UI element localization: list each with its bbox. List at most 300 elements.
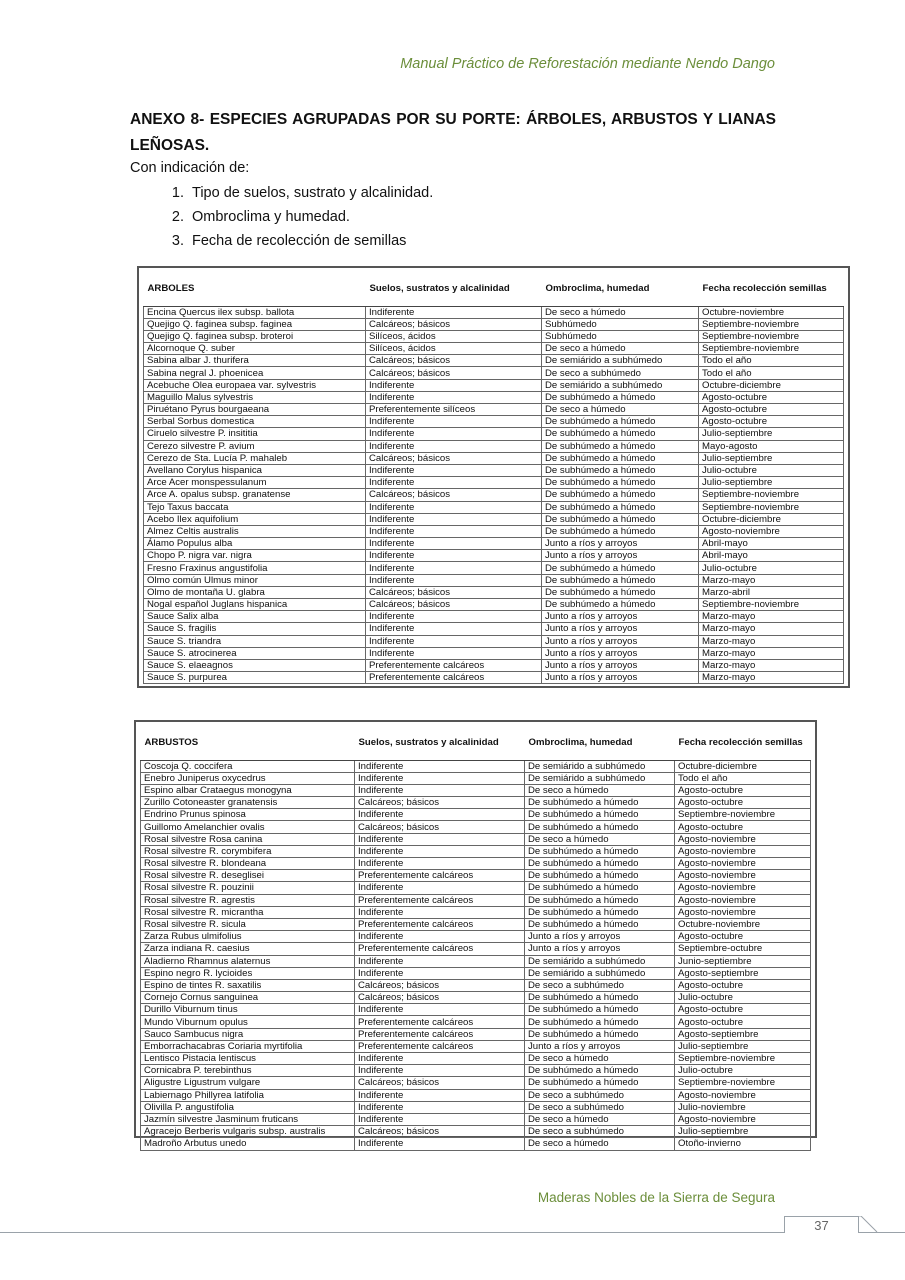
- table-cell: Junto a ríos y arroyos: [542, 623, 699, 635]
- table-cell: De seco a subhúmedo: [525, 1089, 675, 1101]
- table-cell: De subhúmedo a húmedo: [542, 428, 699, 440]
- table-cell: Agosto-octubre: [675, 821, 811, 833]
- table-row: [144, 562, 844, 574]
- table-row: [141, 882, 811, 894]
- list-number: 3.: [171, 233, 184, 249]
- table-cell: De subhúmedo a húmedo: [525, 858, 675, 870]
- species-cell: Rosal silvestre R. agrestis: [141, 894, 355, 906]
- table-cell: De subhúmedo a húmedo: [542, 440, 699, 452]
- table-cell: Marzo-mayo: [699, 574, 844, 586]
- table-row: [141, 1053, 811, 1065]
- table-cell: Junto a ríos y arroyos: [542, 538, 699, 550]
- table-row: [144, 477, 844, 489]
- table-cell: Julio-octubre: [675, 992, 811, 1004]
- table-cell: Julio-septiembre: [699, 428, 844, 440]
- table-cell: Indiferente: [366, 525, 542, 537]
- table-cell: Junto a ríos y arroyos: [542, 647, 699, 659]
- table-cell: Marzo-mayo: [699, 672, 844, 684]
- species-cell: Rosal silvestre Rosa canina: [141, 833, 355, 845]
- table-cell: Indiferente: [366, 379, 542, 391]
- table-cell: De subhúmedo a húmedo: [525, 845, 675, 857]
- table-cell: Junto a ríos y arroyos: [525, 931, 675, 943]
- table-cell: Preferentemente calcáreos: [355, 918, 525, 930]
- species-cell: Enebro Juniperus oxycedrus: [141, 772, 355, 784]
- table-cell: Preferentemente calcáreos: [355, 943, 525, 955]
- table-cell: De subhúmedo a húmedo: [525, 797, 675, 809]
- table-cell: Calcáreos; básicos: [366, 599, 542, 611]
- table-cell: Todo el año: [699, 355, 844, 367]
- table-cell: Preferentemente calcáreos: [366, 672, 542, 684]
- species-cell: Espino negro R. lycioides: [141, 967, 355, 979]
- column-header: Fecha recolección semillas: [699, 272, 844, 306]
- table-cell: Calcáreos; básicos: [355, 1126, 525, 1138]
- column-header: Suelos, sustratos y alcalinidad: [355, 726, 525, 760]
- table-cell: Marzo-mayo: [699, 635, 844, 647]
- table-cell: Indiferente: [366, 574, 542, 586]
- table-cell: De subhúmedo a húmedo: [542, 562, 699, 574]
- table-cell: Abril-mayo: [699, 538, 844, 550]
- table-cell: De subhúmedo a húmedo: [542, 513, 699, 525]
- table-cell: Otoño-invierno: [675, 1138, 811, 1150]
- table-cell: De seco a húmedo: [525, 1053, 675, 1065]
- species-cell: Rosal silvestre R. micrantha: [141, 906, 355, 918]
- table-cell: Mayo-agosto: [699, 440, 844, 452]
- table-cell: Indiferente: [355, 784, 525, 796]
- table-cell: De seco a húmedo: [525, 1138, 675, 1150]
- table-cell: De semiárido a subhúmedo: [525, 772, 675, 784]
- species-cell: Endrino Prunus spinosa: [141, 809, 355, 821]
- footer-title: Maderas Nobles de la Sierra de Segura: [537, 1190, 775, 1205]
- table-cell: Calcáreos; básicos: [366, 367, 542, 379]
- footer-rule: [0, 1232, 905, 1233]
- table-row: [144, 672, 844, 684]
- species-cell: Rosal silvestre R. corymbifera: [141, 845, 355, 857]
- table-row: [141, 992, 811, 1004]
- table-row: [144, 525, 844, 537]
- species-cell: Encina Quercus ilex subsp. ballota: [144, 306, 366, 318]
- table-cell: De subhúmedo a húmedo: [525, 894, 675, 906]
- species-cell: Fresno Fraxinus angustifolia: [144, 562, 366, 574]
- table-cell: Agosto-noviembre: [675, 882, 811, 894]
- species-cell: Emborrachacabras Coriaria myrtifolia: [141, 1040, 355, 1052]
- table-cell: De subhúmedo a húmedo: [542, 489, 699, 501]
- species-cell: Álamo Populus alba: [144, 538, 366, 550]
- table-cell: De seco a húmedo: [525, 833, 675, 845]
- table-row: [144, 623, 844, 635]
- table-row: [141, 858, 811, 870]
- table-row: [141, 797, 811, 809]
- table-cell: Indiferente: [355, 833, 525, 845]
- species-cell: Espino de tintes R. saxatilis: [141, 979, 355, 991]
- table-cell: De subhúmedo a húmedo: [525, 809, 675, 821]
- species-cell: Acebo Ilex aquifolium: [144, 513, 366, 525]
- table-cell: Julio-octubre: [699, 464, 844, 476]
- table-cell: De seco a subhúmedo: [525, 979, 675, 991]
- table-cell: Septiembre-noviembre: [699, 501, 844, 513]
- table-row: [144, 501, 844, 513]
- list-text: Tipo de suelos, sustrato y alcalinidad.: [192, 185, 434, 201]
- species-cell: Arce A. opalus subsp. granatense: [144, 489, 366, 501]
- table-cell: Indiferente: [355, 809, 525, 821]
- arbustos-table-scan: [134, 720, 817, 1150]
- species-cell: Zurillo Cotoneaster granatensis: [141, 797, 355, 809]
- table-cell: Julio-octubre: [699, 562, 844, 574]
- table-cell: Agosto-septiembre: [675, 1028, 811, 1040]
- table-cell: Indiferente: [366, 416, 542, 428]
- table-cell: De seco a húmedo: [542, 306, 699, 318]
- table-cell: Indiferente: [355, 1053, 525, 1065]
- table-cell: Octubre-diciembre: [699, 513, 844, 525]
- table-row: [144, 550, 844, 562]
- criteria-list: [150, 182, 433, 254]
- table-row: [141, 1040, 811, 1052]
- table-cell: Septiembre-noviembre: [675, 809, 811, 821]
- table-cell: De subhúmedo a húmedo: [525, 1028, 675, 1040]
- page-number: 37: [784, 1216, 859, 1233]
- table-row: [144, 440, 844, 452]
- table-cell: De seco a húmedo: [525, 1113, 675, 1125]
- table-row: [144, 489, 844, 501]
- table-cell: Indiferente: [366, 306, 542, 318]
- table-cell: De seco a subhúmedo: [525, 1101, 675, 1113]
- table-row: [141, 1101, 811, 1113]
- table-cell: Marzo-mayo: [699, 659, 844, 671]
- table-cell: Preferentemente calcáreos: [355, 1028, 525, 1040]
- species-cell: Cornejo Cornus sanguinea: [141, 992, 355, 1004]
- table-cell: Agosto-octubre: [675, 1004, 811, 1016]
- table-cell: Indiferente: [355, 1089, 525, 1101]
- species-cell: Sabina negral J. phoenicea: [144, 367, 366, 379]
- table-row: [141, 955, 811, 967]
- table-row: [144, 586, 844, 598]
- table-cell: Indiferente: [366, 623, 542, 635]
- table-row: [144, 647, 844, 659]
- table-cell: Indiferente: [355, 845, 525, 857]
- table-cell: De subhúmedo a húmedo: [542, 477, 699, 489]
- table-row: [141, 1028, 811, 1040]
- table-cell: Subhúmedo: [542, 318, 699, 330]
- table-cell: Junto a ríos y arroyos: [542, 635, 699, 647]
- table-cell: De subhúmedo a húmedo: [525, 821, 675, 833]
- species-cell: Sauco Sambucus nigra: [141, 1028, 355, 1040]
- table-cell: Agosto-noviembre: [675, 858, 811, 870]
- table-row: [144, 318, 844, 330]
- table-row: [144, 404, 844, 416]
- table-cell: Agosto-octubre: [675, 797, 811, 809]
- table-cell: De subhúmedo a húmedo: [525, 1065, 675, 1077]
- table-row: [141, 821, 811, 833]
- table-cell: Junto a ríos y arroyos: [525, 1040, 675, 1052]
- species-cell: Guillomo Amelanchier ovalis: [141, 821, 355, 833]
- table-row: [141, 809, 811, 821]
- table-cell: Marzo-mayo: [699, 623, 844, 635]
- table-cell: Septiembre-noviembre: [675, 1053, 811, 1065]
- table-cell: Agosto-noviembre: [675, 833, 811, 845]
- species-cell: Sauce S. atrocinerea: [144, 647, 366, 659]
- table-cell: Agosto-noviembre: [699, 525, 844, 537]
- species-cell: Piruétano Pyrus bourgaeana: [144, 404, 366, 416]
- column-header: Fecha recolección semillas: [675, 726, 811, 760]
- table-row: [141, 784, 811, 796]
- table-row: [144, 367, 844, 379]
- table-row: [141, 1065, 811, 1077]
- column-header: ARBOLES: [144, 272, 366, 306]
- list-number: 1.: [171, 185, 184, 201]
- table-cell: De subhúmedo a húmedo: [525, 1077, 675, 1089]
- species-cell: Acebuche Olea europaea var. sylvestris: [144, 379, 366, 391]
- table-row: [144, 599, 844, 611]
- table-cell: De semiárido a subhúmedo: [525, 967, 675, 979]
- table-cell: De subhúmedo a húmedo: [525, 918, 675, 930]
- species-cell: Rosal silvestre R. sicula: [141, 918, 355, 930]
- species-cell: Espino albar Crataegus monogyna: [141, 784, 355, 796]
- table-row: [141, 1089, 811, 1101]
- table-cell: Junto a ríos y arroyos: [542, 611, 699, 623]
- table-cell: De subhúmedo a húmedo: [542, 452, 699, 464]
- table-row: [144, 306, 844, 318]
- table-cell: Marzo-mayo: [699, 611, 844, 623]
- table-cell: Septiembre-noviembre: [699, 599, 844, 611]
- table-cell: Indiferente: [366, 611, 542, 623]
- table-cell: Octubre-diciembre: [699, 379, 844, 391]
- species-cell: Sauce S. elaeagnos: [144, 659, 366, 671]
- table-cell: Septiembre-noviembre: [699, 489, 844, 501]
- table-cell: Silíceos, ácidos: [366, 343, 542, 355]
- species-cell: Olivilla P. angustifolia: [141, 1101, 355, 1113]
- table-cell: Calcáreos; básicos: [355, 797, 525, 809]
- species-cell: Alcornoque Q. suber: [144, 343, 366, 355]
- table-cell: De seco a húmedo: [542, 343, 699, 355]
- table-row: [141, 1077, 811, 1089]
- table-row: [141, 918, 811, 930]
- table-cell: Octubre-diciembre: [675, 760, 811, 772]
- species-cell: Sauce S. fragilis: [144, 623, 366, 635]
- species-cell: Labiernago Phillyrea latifolia: [141, 1089, 355, 1101]
- table-cell: Indiferente: [355, 931, 525, 943]
- species-cell: Mundo Viburnum opulus: [141, 1016, 355, 1028]
- arbustos-table: [140, 726, 811, 1151]
- table-cell: Septiembre-noviembre: [699, 318, 844, 330]
- table-row: [144, 343, 844, 355]
- table-row: [144, 452, 844, 464]
- table-cell: Indiferente: [366, 562, 542, 574]
- species-cell: Cerezo silvestre P. avium: [144, 440, 366, 452]
- table-cell: Indiferente: [366, 391, 542, 403]
- species-cell: Cerezo de Sta. Lucía P. mahaleb: [144, 452, 366, 464]
- table-cell: Agosto-octubre: [675, 931, 811, 943]
- species-cell: Cornicabra P. terebinthus: [141, 1065, 355, 1077]
- table-cell: Septiembre-octubre: [675, 943, 811, 955]
- arboles-table-scan: [137, 266, 850, 688]
- table-cell: Junto a ríos y arroyos: [525, 943, 675, 955]
- table-cell: Todo el año: [675, 772, 811, 784]
- table-cell: Indiferente: [355, 1138, 525, 1150]
- list-number: 2.: [171, 209, 184, 225]
- species-cell: Nogal español Juglans hispanica: [144, 599, 366, 611]
- table-cell: De subhúmedo a húmedo: [542, 501, 699, 513]
- species-cell: Tejo Taxus baccata: [144, 501, 366, 513]
- table-row: [141, 906, 811, 918]
- table-cell: De seco a húmedo: [525, 784, 675, 796]
- table-cell: Preferentemente calcáreos: [355, 894, 525, 906]
- table-cell: Calcáreos; básicos: [355, 821, 525, 833]
- table-cell: Agosto-octubre: [699, 391, 844, 403]
- table-cell: Indiferente: [355, 760, 525, 772]
- table-cell: De subhúmedo a húmedo: [542, 586, 699, 598]
- table-cell: Julio-septiembre: [699, 477, 844, 489]
- table-cell: De seco a subhúmedo: [525, 1126, 675, 1138]
- table-cell: Septiembre-noviembre: [699, 330, 844, 342]
- table-cell: Indiferente: [366, 440, 542, 452]
- table-cell: Indiferente: [355, 955, 525, 967]
- species-cell: Sauce S. triandra: [144, 635, 366, 647]
- species-cell: Rosal silvestre R. blondeana: [141, 858, 355, 870]
- table-row: [144, 611, 844, 623]
- table-cell: De subhúmedo a húmedo: [525, 1004, 675, 1016]
- table-cell: Indiferente: [366, 635, 542, 647]
- list-item: [150, 182, 433, 206]
- table-row: [144, 428, 844, 440]
- table-cell: De semiárido a subhúmedo: [542, 379, 699, 391]
- table-row: [141, 845, 811, 857]
- table-cell: Calcáreos; básicos: [355, 1077, 525, 1089]
- list-item: [150, 230, 433, 254]
- table-cell: De subhúmedo a húmedo: [525, 870, 675, 882]
- table-cell: Indiferente: [355, 1101, 525, 1113]
- table-row: [144, 513, 844, 525]
- species-cell: Zarza Rubus ulmifolius: [141, 931, 355, 943]
- species-cell: Zarza indiana R. caesius: [141, 943, 355, 955]
- table-row: [144, 659, 844, 671]
- running-header: Manual Práctico de Reforestación mediante Nendo Dango: [400, 56, 775, 72]
- table-cell: Calcáreos; básicos: [366, 452, 542, 464]
- table-cell: Julio-septiembre: [699, 452, 844, 464]
- species-cell: Aladierno Rhamnus alaternus: [141, 955, 355, 967]
- table-cell: De semiárido a subhúmedo: [525, 760, 675, 772]
- table-cell: Indiferente: [355, 906, 525, 918]
- table-cell: De semiárido a subhúmedo: [542, 355, 699, 367]
- table-cell: Calcáreos; básicos: [366, 318, 542, 330]
- table-cell: De subhúmedo a húmedo: [542, 525, 699, 537]
- page-corner-decoration: [857, 1216, 905, 1232]
- table-cell: Junto a ríos y arroyos: [542, 672, 699, 684]
- table-cell: Indiferente: [355, 858, 525, 870]
- table-cell: Abril-mayo: [699, 550, 844, 562]
- table-cell: Indiferente: [355, 882, 525, 894]
- table-cell: Todo el año: [699, 367, 844, 379]
- table-cell: Calcáreos; básicos: [355, 979, 525, 991]
- table-row: [141, 931, 811, 943]
- table-cell: Marzo-abril: [699, 586, 844, 598]
- species-cell: Ciruelo silvestre P. insititia: [144, 428, 366, 440]
- table-cell: Calcáreos; básicos: [366, 489, 542, 501]
- table-cell: De semiárido a subhúmedo: [525, 955, 675, 967]
- species-cell: Quejigo Q. faginea subsp. faginea: [144, 318, 366, 330]
- column-header: Ombroclima, humedad: [525, 726, 675, 760]
- table-row: [141, 772, 811, 784]
- table-cell: Calcáreos; básicos: [366, 355, 542, 367]
- table-cell: Agosto-octubre: [675, 979, 811, 991]
- table-cell: Agosto-noviembre: [675, 1113, 811, 1125]
- table-row: [144, 391, 844, 403]
- table-row: [141, 1126, 811, 1138]
- species-cell: Serbal Sorbus domestica: [144, 416, 366, 428]
- table-row: [144, 379, 844, 391]
- table-cell: Indiferente: [366, 550, 542, 562]
- table-row: [141, 1138, 811, 1150]
- table-cell: Indiferente: [366, 538, 542, 550]
- table-cell: Indiferente: [355, 1065, 525, 1077]
- table-row: [141, 967, 811, 979]
- table-cell: Preferentemente silíceos: [366, 404, 542, 416]
- section-title: ANEXO 8- ESPECIES AGRUPADAS POR SU PORTE: ÁRBOLES, ARBUSTOS Y LIANAS LEÑOSAS.: [130, 111, 776, 154]
- table-cell: De seco a húmedo: [542, 404, 699, 416]
- species-cell: Rosal silvestre R. pouzinii: [141, 882, 355, 894]
- species-cell: Agracejo Berberis vulgaris subsp. australis: [141, 1126, 355, 1138]
- table-row: [144, 416, 844, 428]
- table-row: [144, 330, 844, 342]
- table-cell: Indiferente: [355, 1113, 525, 1125]
- table-cell: Septiembre-noviembre: [699, 343, 844, 355]
- table-cell: Julio-septiembre: [675, 1126, 811, 1138]
- arboles-table: [143, 272, 844, 684]
- table-row: [144, 574, 844, 586]
- table-cell: Agosto-noviembre: [675, 845, 811, 857]
- table-cell: Indiferente: [366, 501, 542, 513]
- table-row: [144, 538, 844, 550]
- table-cell: De subhúmedo a húmedo: [525, 906, 675, 918]
- table-row: [141, 1004, 811, 1016]
- table-cell: Agosto-noviembre: [675, 894, 811, 906]
- list-text: Fecha de recolección de semillas: [192, 233, 407, 249]
- table-cell: Subhúmedo: [542, 330, 699, 342]
- table-cell: Julio-septiembre: [675, 1040, 811, 1052]
- species-cell: Avellano Corylus hispanica: [144, 464, 366, 476]
- table-cell: De subhúmedo a húmedo: [542, 464, 699, 476]
- table-cell: Indiferente: [366, 513, 542, 525]
- table-row: [141, 1113, 811, 1125]
- table-cell: Indiferente: [366, 647, 542, 659]
- species-cell: Sauce S. purpurea: [144, 672, 366, 684]
- table-cell: Septiembre-noviembre: [675, 1077, 811, 1089]
- table-cell: Agosto-octubre: [699, 404, 844, 416]
- species-cell: Quejigo Q. faginea subsp. broteroi: [144, 330, 366, 342]
- table-cell: De seco a subhúmedo: [542, 367, 699, 379]
- table-cell: Preferentemente calcáreos: [355, 1016, 525, 1028]
- table-row: [141, 943, 811, 955]
- table-row: [144, 464, 844, 476]
- table-cell: Julio-octubre: [675, 1065, 811, 1077]
- column-header: Suelos, sustratos y alcalinidad: [366, 272, 542, 306]
- table-row: [141, 760, 811, 772]
- table-cell: Indiferente: [355, 772, 525, 784]
- table-cell: De subhúmedo a húmedo: [525, 992, 675, 1004]
- table-cell: Preferentemente calcáreos: [355, 1040, 525, 1052]
- table-cell: Agosto-octubre: [675, 1016, 811, 1028]
- table-row: [144, 635, 844, 647]
- list-item: [150, 206, 433, 230]
- species-cell: Almez Celtis australis: [144, 525, 366, 537]
- species-cell: Sabina albar J. thurifera: [144, 355, 366, 367]
- table-cell: De subhúmedo a húmedo: [542, 574, 699, 586]
- table-cell: Agosto-septiembre: [675, 967, 811, 979]
- species-cell: Rosal silvestre R. deseglisei: [141, 870, 355, 882]
- table-cell: De subhúmedo a húmedo: [542, 391, 699, 403]
- table-cell: De subhúmedo a húmedo: [525, 882, 675, 894]
- species-cell: Lentisco Pistacia lentiscus: [141, 1053, 355, 1065]
- table-cell: Agosto-noviembre: [675, 906, 811, 918]
- table-cell: Agosto-noviembre: [675, 870, 811, 882]
